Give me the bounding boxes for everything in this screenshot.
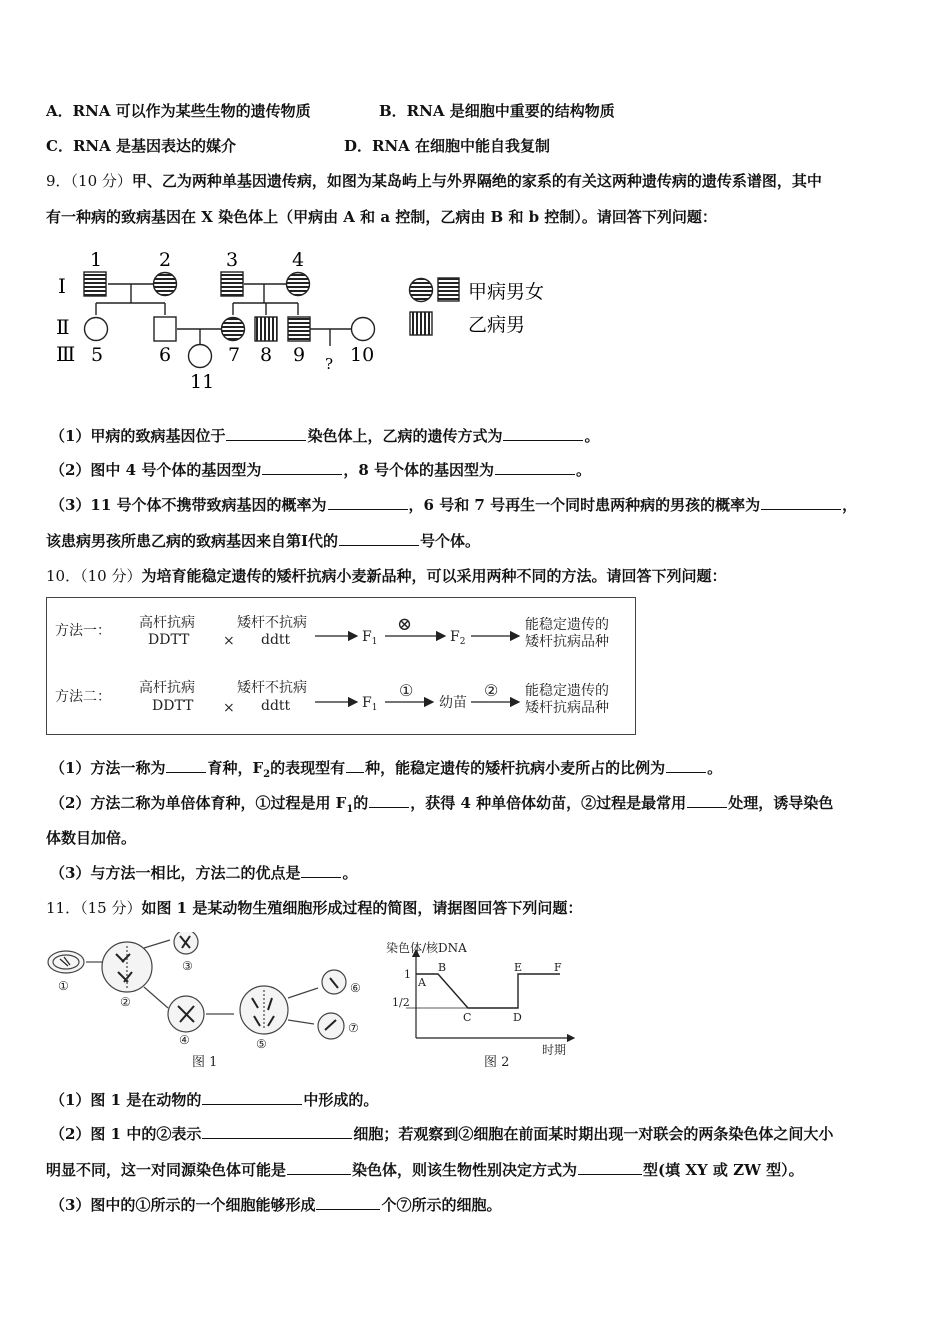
num-5: 5: [91, 344, 104, 366]
point-F: F: [554, 961, 562, 974]
individual-7: [222, 318, 245, 341]
num-9: 9: [293, 344, 306, 366]
figure-2-caption: 图 2: [484, 1055, 510, 1070]
answer-blank[interactable]: [226, 426, 306, 441]
m2-result-line1: 能稳定遗传的: [525, 683, 609, 699]
gen-label-3: Ⅲ: [56, 342, 76, 366]
m1-parent1-genotype: DDTT: [148, 632, 190, 648]
q9-stem-line2: 有一种病的致病基因在 X 染色体上（甲病由 A 和 a 控制，乙病由 B 和 b 控制）。请回答下列问题：: [46, 208, 717, 226]
m2-f1: $F_1$: [362, 695, 378, 713]
answer-blank[interactable]: [316, 1195, 380, 1210]
answer-blank[interactable]: [202, 1090, 302, 1105]
individual-5: [85, 318, 108, 341]
pedigree-chart: [48, 242, 578, 392]
cell-label-6: ⑥: [350, 981, 361, 995]
method2-label: 方法二：: [55, 689, 111, 705]
q11-sub2: （2）图 1 中的②表示 细胞；若观察到②细胞在前面某时期出现一对联会的两条染色体之间大小: [50, 1125, 834, 1143]
legend-yi-label: 乙病男: [468, 314, 526, 336]
answer-blank[interactable]: [578, 1160, 642, 1175]
method1-label: 方法一：: [55, 623, 111, 639]
point-B: B: [438, 961, 447, 974]
num-7: 7: [228, 344, 241, 366]
step2-symbol: ②: [484, 681, 499, 700]
m1-parent2-name: 矮杆不抗病: [237, 615, 307, 631]
point-A: A: [418, 976, 426, 989]
q10-sub3: （3）与方法一相比，方法二的优点是 。: [50, 864, 358, 882]
m1-result-line2: 矮杆抗病品种: [525, 634, 609, 650]
m1-cross: ×: [223, 633, 235, 649]
answer-blank[interactable]: [202, 1124, 352, 1139]
q9-sub1: （1）甲病的致病基因位于 染色体上，乙病的遗传方式为 。: [50, 427, 600, 445]
m1-parent2-genotype: ddtt: [261, 632, 291, 648]
answer-blank[interactable]: [339, 531, 419, 546]
ratio-curve: [416, 974, 560, 1008]
num-3: 3: [226, 249, 239, 271]
gen-label-1: Ⅰ: [58, 274, 66, 298]
individual-9: [288, 317, 310, 341]
num-4: 4: [292, 249, 305, 271]
y-axis-label: 染色体/核DNA: [386, 941, 467, 955]
legend-jia-label: 甲病男女: [468, 281, 545, 303]
num-8: 8: [260, 344, 273, 366]
legend-jia-circle-icon: [410, 279, 433, 302]
q9-sub2: （2）图中 4 号个体的基因型为 ，8 号个体的基因型为 。: [50, 461, 592, 479]
m2-parent1-name: 高杆抗病: [139, 680, 195, 696]
m2-cross: ×: [223, 700, 235, 716]
q9-number: 9．（10 分）: [46, 172, 132, 190]
individual-6: [154, 317, 176, 341]
seedling-label: 幼苗: [439, 695, 467, 711]
figure-2-chart: [382, 938, 582, 1074]
figure-1-caption: 图 1: [192, 1055, 218, 1070]
m1-f1: $F_1$: [362, 629, 378, 647]
option-a: A．RNA 可以作为某些生物的遗传物质: [46, 102, 311, 120]
answer-blank[interactable]: [262, 460, 342, 475]
individual-2: [154, 273, 177, 296]
m2-parent2-name: 矮杆不抗病: [237, 680, 307, 696]
q9-stem-text: 甲、乙为两种单基因遗传病，如图为某岛屿上与外界隔绝的家系的有关这两种遗传病的遗传系谱图，其中: [131, 172, 822, 190]
m2-result-line2: 矮杆抗病品种: [525, 700, 609, 716]
individual-8: [255, 317, 277, 341]
legend-jia-square-icon: [438, 278, 459, 301]
q11-number: 11．（15 分）: [46, 899, 142, 917]
num-10: 10: [350, 344, 375, 366]
step1-symbol: ①: [399, 681, 414, 700]
unknown-mark: ?: [325, 355, 334, 373]
m1-result-line1: 能稳定遗传的: [525, 617, 609, 633]
option-b: B．RNA 是细胞中重要的结构物质: [379, 102, 615, 120]
breeding-methods-diagram: [46, 597, 636, 735]
q11-sub3: （3）图中的①所示的一个细胞能够形成 个⑦所示的细胞。: [50, 1196, 502, 1214]
m1-f2: $F_2$: [450, 629, 466, 647]
m2-parent2-genotype: ddtt: [261, 698, 291, 714]
legend-yi-square-icon: [410, 312, 432, 335]
q10-sub1: （1）方法一称为 育种，$F_2$的表现型有 种，能稳定遗传的矮杆抗病小麦所占的比例为 。: [50, 759, 723, 780]
cell-label-3: ③: [182, 959, 193, 973]
selfing-symbol: ⊗: [397, 614, 413, 635]
point-E: E: [514, 961, 523, 974]
answer-blank[interactable]: [666, 758, 706, 773]
answer-blank[interactable]: [287, 1160, 351, 1175]
num-6: 6: [159, 344, 172, 366]
individual-1: [84, 272, 106, 296]
figure-1-cell-division: [44, 932, 384, 1072]
option-d: D．RNA 在细胞中能自我复制: [344, 137, 551, 155]
gen-label-2: Ⅱ: [56, 315, 70, 339]
answer-blank[interactable]: [369, 793, 409, 808]
q9-stem-line1: [46, 171, 822, 191]
individual-10: [352, 318, 375, 341]
q9-sub3: （3）11 号个体不携带致病基因的概率为 ，6 号和 7 号再生一个同时患两种病的男孩的概率为 ，: [50, 496, 858, 514]
num-2: 2: [159, 249, 172, 271]
answer-blank[interactable]: [495, 460, 575, 475]
answer-blank[interactable]: [503, 426, 583, 441]
q11-stem: 11．（15 分）如图 1 是某动物生殖细胞形成过程的简图，请据图回答下列问题：: [46, 899, 583, 917]
m1-parent1-name: 高杆抗病: [139, 615, 195, 631]
answer-blank[interactable]: [328, 495, 408, 510]
answer-blank[interactable]: [761, 495, 841, 510]
individual-3: [221, 272, 243, 296]
y-tick-1: 1: [404, 968, 411, 981]
num-11: 11: [190, 371, 215, 392]
q11-sub1: （1）图 1 是在动物的 中形成的。: [50, 1091, 379, 1109]
cell-label-4: ④: [179, 1033, 190, 1047]
cell-label-5: ⑤: [256, 1037, 267, 1051]
y-tick-half: 1/2: [392, 996, 410, 1009]
option-c: C．RNA 是基因表达的媒介: [46, 137, 236, 155]
cell-label-7: ⑦: [348, 1021, 359, 1035]
answer-blank[interactable]: [301, 863, 341, 878]
point-C: C: [463, 1011, 472, 1024]
q10-number: 10．（10 分）: [46, 567, 142, 585]
cell-7: [318, 1013, 344, 1039]
answer-blank[interactable]: [687, 793, 727, 808]
q10-stem: 10．（10 分）为培育能稳定遗传的矮杆抗病小麦新品种，可以采用两种不同的方法。请回答下列问题：: [46, 567, 727, 585]
q11-sub2-cont: 明显不同，这一对同源染色体可能是 染色体，则该生物性别决定方式为 型(填 XY 或 ZW 型）。: [46, 1161, 804, 1179]
cell-label-1: ①: [58, 979, 69, 993]
answer-blank[interactable]: [346, 758, 364, 773]
num-1: 1: [90, 249, 103, 271]
cell-label-2: ②: [120, 995, 131, 1009]
answer-blank[interactable]: [166, 758, 206, 773]
individual-4: [287, 273, 310, 296]
q10-sub2: （2）方法二称为单倍体育种，①过程是用 $F_1$的 ，获得 4 种单倍体幼苗，②过程是最常用 处理，诱导染色: [50, 794, 834, 815]
m2-parent1-genotype: DDTT: [152, 698, 194, 714]
x-axis-label: 时期: [542, 1043, 567, 1057]
q9-sub3-cont: 该患病男孩所患乙病的致病基因来自第Ⅰ代的 号个体。: [46, 532, 481, 550]
q10-sub2-cont: 体数目加倍。: [46, 829, 137, 847]
point-D: D: [513, 1011, 522, 1024]
individual-11: [189, 345, 212, 368]
